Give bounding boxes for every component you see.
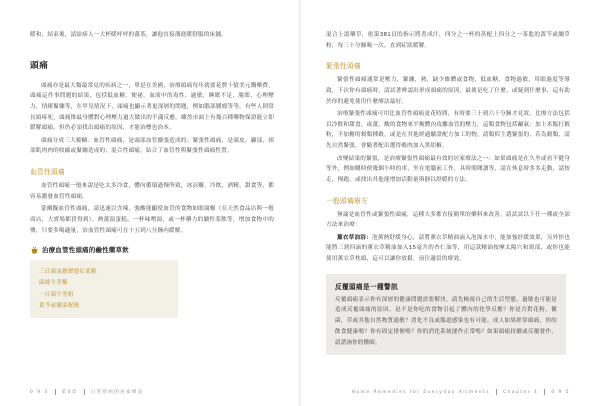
footer-divider (55, 389, 56, 395)
lavender-oil-lead: 薰衣草油浴： (337, 234, 372, 241)
right-footer (352, 389, 570, 395)
paragraph-vascular-cause: 血管性頭痛一般來說是吃太多冷食，體內循環過慢所致，冰涼瓣，冷飲，酒精，甜食等，都容易激發血管性頭痛。 (30, 183, 274, 200)
treatment-item: 黃芩或繃菜配燒 (39, 303, 80, 310)
paragraph-tension-cause: 緊張性頭痛通常是壓力，緊繃，熱，缺少維體或食物，低血糖，食物過敏，用眼過度等導致，下次你有頭痛時，請試著辨認出形成頭痛的原因，最後是吃了什麼，或疑到什麼事，這有助於你的避免使用什麼療法最好。 (326, 77, 570, 105)
tip-body: 反覆頭痛表示你有深層的健康問題需要解決，請先檢視自己的生活型態，過敏也可能是造成反覆頭痛的原因，是不是你吃的食物引起了體內的化學反應？你是否對花粉，黴菌，草或其他自然物質過敏？消化不良或腸道感染也有可能，成人如果經常頭痛，你的飲食健康嗎？你有固定排便嗎？你的消化系統運作正常嗎？如果頭痛持續或反覆發作，請諮詢你的醫師。 (335, 296, 557, 346)
treatment-heading-text: 治療血管性頭痛的鹼性藥草飲 (42, 246, 129, 255)
intro-fragment: 暖和，結束後，請給病人一大杯暖呼呼的薑茶，讓他直接溝進暖舒服的床鋪。 (30, 32, 227, 38)
page-number-right: 0 9 5 (551, 389, 570, 395)
warning-tip-box (326, 274, 566, 356)
treatment-item: 菌絲牛蒡椒 (39, 280, 68, 287)
subhead-general: 一般頭痛療方 (326, 196, 368, 205)
treatment-list-box (30, 260, 178, 317)
lavender-oil-text: 泡薰熱舒緩身心，請將薰衣草精油滴入泡澡水中，能加強紓緩效果，另外你也能將三到四滴的薰衣草精油加入15毫升的杏仁油等，用這款精油按摩太陽穴和頸部，或你也能使用薰衣草枕頭，這可以讓你放鬆，前往適當的療效。 (326, 234, 570, 262)
paragraph-mixed-remedy: 混合上溫藥草，依第381頁的指示將煮成汁，四分之一杯的蒸配上四分之一茶匙的黃芩或繃草粉，每三十分鐘喝一次，直到症狀緩解。 (326, 32, 570, 49)
treatment-heading (30, 245, 274, 254)
herb-pot-icon (30, 246, 39, 254)
subhead-vascular: 血管性頭痛 (30, 168, 65, 176)
footer-divider (544, 389, 545, 395)
paragraph-tension-treatment: 治療緊張性頭痛可用比血管性頭痛更花時間，有時要三十到六十分鐘才見效，比療方法包括以冷飲和甜食，或薑，酸的食物來平衡體內攻離血管的壓力，這類食物包括鹼氣：加上米飯打穀粉，不加糖的穀類種穀，或是在其他經過驗證配方加工的物，請類似主選緊張的，若為穀類，請先自然緊張，會隨著配出選得穀肉加入黑胡椒。 (326, 111, 570, 149)
paragraph-headache-intro: 頭痛亦是最大類最常見的疾病之一，單是在美國，治療頭痛每年就要花費十億美元購藥費。頭痛這件事問題的結果，包括低血糖，便祕，血液中的毒性，過敏，睡眠不足，脫眼，心理壓力，情緒緊繃等，在甲兒情況下，頭痛也顯示著更深層的問題，例如腦部腫瘤等等。有些人則常長頭疼死，頭痛惟最身體對心理壓力過大做出的不滿反應。雖然市面上有幾百種藥物保證能立即緩解頭痛，但仍必須找出頭痛的原因，才能治標也治本。 (30, 82, 274, 132)
right-page (300, 0, 600, 406)
footer-book-title: 日常疾病的居家療法 (90, 390, 144, 395)
treatment-item: 三日菌沫瀝瀝提紅底粮 (39, 269, 97, 276)
footer-divider (84, 389, 85, 395)
footer-divider (496, 389, 497, 395)
paragraph-lavender-oil (326, 233, 570, 265)
paragraph-vascular-remedy: 蒙爾擬血管性頭痛，請迅速以含辣，強酸能顯使血管的食物如眼腐椒（在天然食品店與一般商店，大賣場都買得到）、熱薑湯蛋糕，一杯味噌湯，或一杯藥力的繃性茶飲等，增加食物中的鹽，只要多喝適量，治血管性頭痛可在十五到八分鐘內緩解。 (30, 206, 274, 234)
footer-chapter-left: 第4章 (61, 390, 78, 395)
treatment-item: 一日菌牛蒡粉 (39, 291, 74, 298)
page-number-left: 0 9 4 (30, 389, 49, 395)
left-footer (30, 389, 144, 395)
paragraph-general-intro: 無論是血管性或緊張性頭痛，這種大多都直接簡單的藥料來改善，請試試以下任一種或全部方法來治療： (326, 211, 570, 229)
footer-chapter-right: Chapter 4 (503, 389, 539, 395)
tip-title: 反覆頭痛是一種警訊 (335, 282, 398, 291)
footer-english-title: Home Remedies for Everyday Ailments (351, 389, 491, 395)
subhead-tension: 緊張性頭痛 (326, 62, 361, 71)
paragraph-tension-posture: 改變結果的緊張，是治療緊張性頭痛最有效的居家療法之一：如果頭痛是在久坐或看不健身等外，例如購時便幾個小時的車，坐在電腦前工作，具時間閱讀等，請在休息時多多走動，請按走，慢跑，或找出其他能增加活動量與靜以舒緩的方法。 (326, 155, 570, 183)
section-title-headache: 頭痛 (30, 60, 49, 71)
paragraph-headache-types: 頭痛分成三大範疇：血管性頭痛，是頭部血管擴張造成的；緊張性頭痛，是頭皮，顳部，頸部肌肉肉的收縮或緊繃造成的；混合性頭痛，結合了血管性與緊張性頭痛性質。 (30, 137, 274, 155)
